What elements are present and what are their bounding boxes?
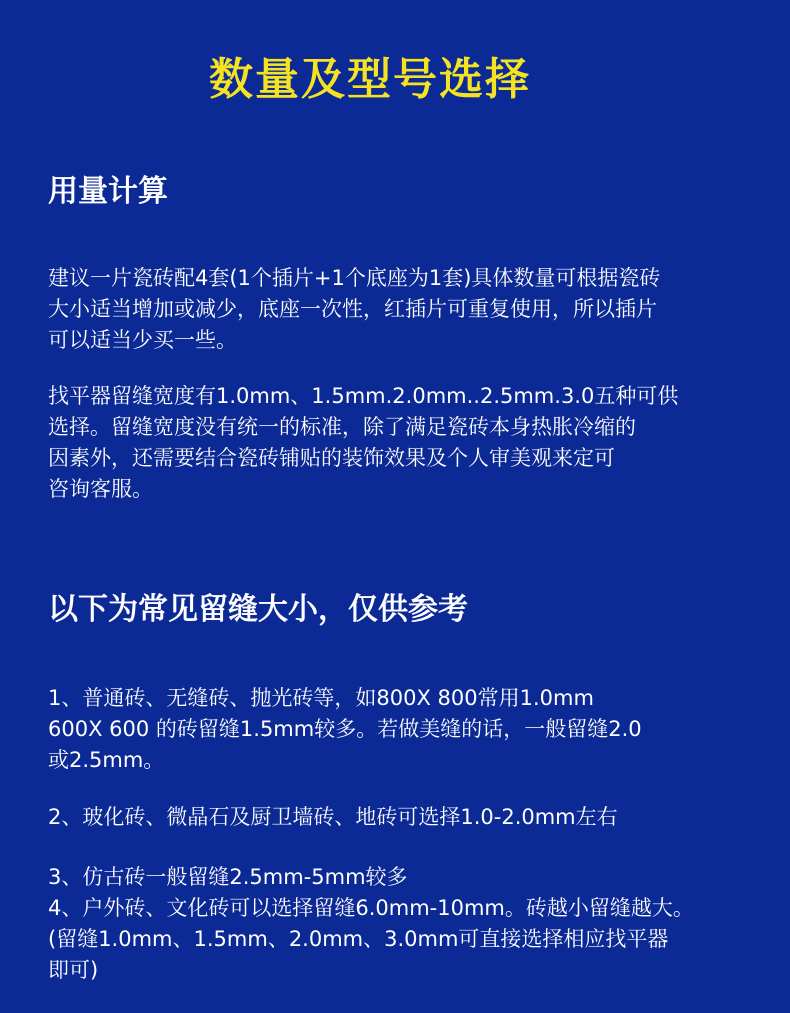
text-line: 大小适当增加或减少，底座一次性，红插片可重复使用，所以插片	[48, 297, 657, 321]
text-line: 或2.5mm。	[48, 748, 165, 772]
section-heading-gap-sizes: 以下为常见留缝大小，仅供参考	[48, 592, 468, 627]
text-line: 1、普通砖、无缝砖、抛光砖等，如800X 800常用1.0mm	[48, 686, 594, 710]
gap-item-1	[48, 683, 778, 776]
gap-item-3-4	[48, 862, 778, 986]
usage-paragraph-1	[48, 263, 778, 356]
text-line: 4、户外砖、文化砖可以选择留缝6.0mm-10mm。砖越小留缝越大。	[48, 896, 694, 920]
text-line: 3、仿古砖一般留缝2.5mm-5mm较多	[48, 865, 408, 889]
text-line: 咨询客服。	[48, 477, 153, 501]
text-line: 2、玻化砖、微晶石及厨卫墙砖、地砖可选择1.0-2.0mm左右	[48, 805, 618, 829]
gap-item-2	[48, 802, 778, 833]
text-line: 因素外，还需要结合瓷砖铺贴的装饰效果及个人审美观来定可	[48, 446, 615, 470]
usage-paragraph-2	[48, 381, 778, 505]
text-line: 选择。留缝宽度没有统一的标准，除了满足瓷砖本身热胀冷缩的	[48, 415, 636, 439]
text-line: 可以适当少买一些。	[48, 328, 237, 352]
text-line: 即可)	[48, 958, 99, 982]
text-line: 600X 600 的砖留缝1.5mm较多。若做美缝的话，一般留缝2.0	[48, 717, 642, 741]
text-line: (留缝1.0mm、1.5mm、2.0mm、3.0mm可直接选择相应找平器	[48, 927, 669, 951]
section-heading-usage: 用量计算	[48, 174, 168, 209]
text-line: 建议一片瓷砖配4套(1个插片+1个底座为1套)具体数量可根据瓷砖	[48, 266, 661, 290]
text-line: 找平器留缝宽度有1.0mm、1.5mm.2.0mm..2.5mm.3.0五种可供	[48, 384, 679, 408]
page-title: 数量及型号选择	[209, 54, 531, 105]
